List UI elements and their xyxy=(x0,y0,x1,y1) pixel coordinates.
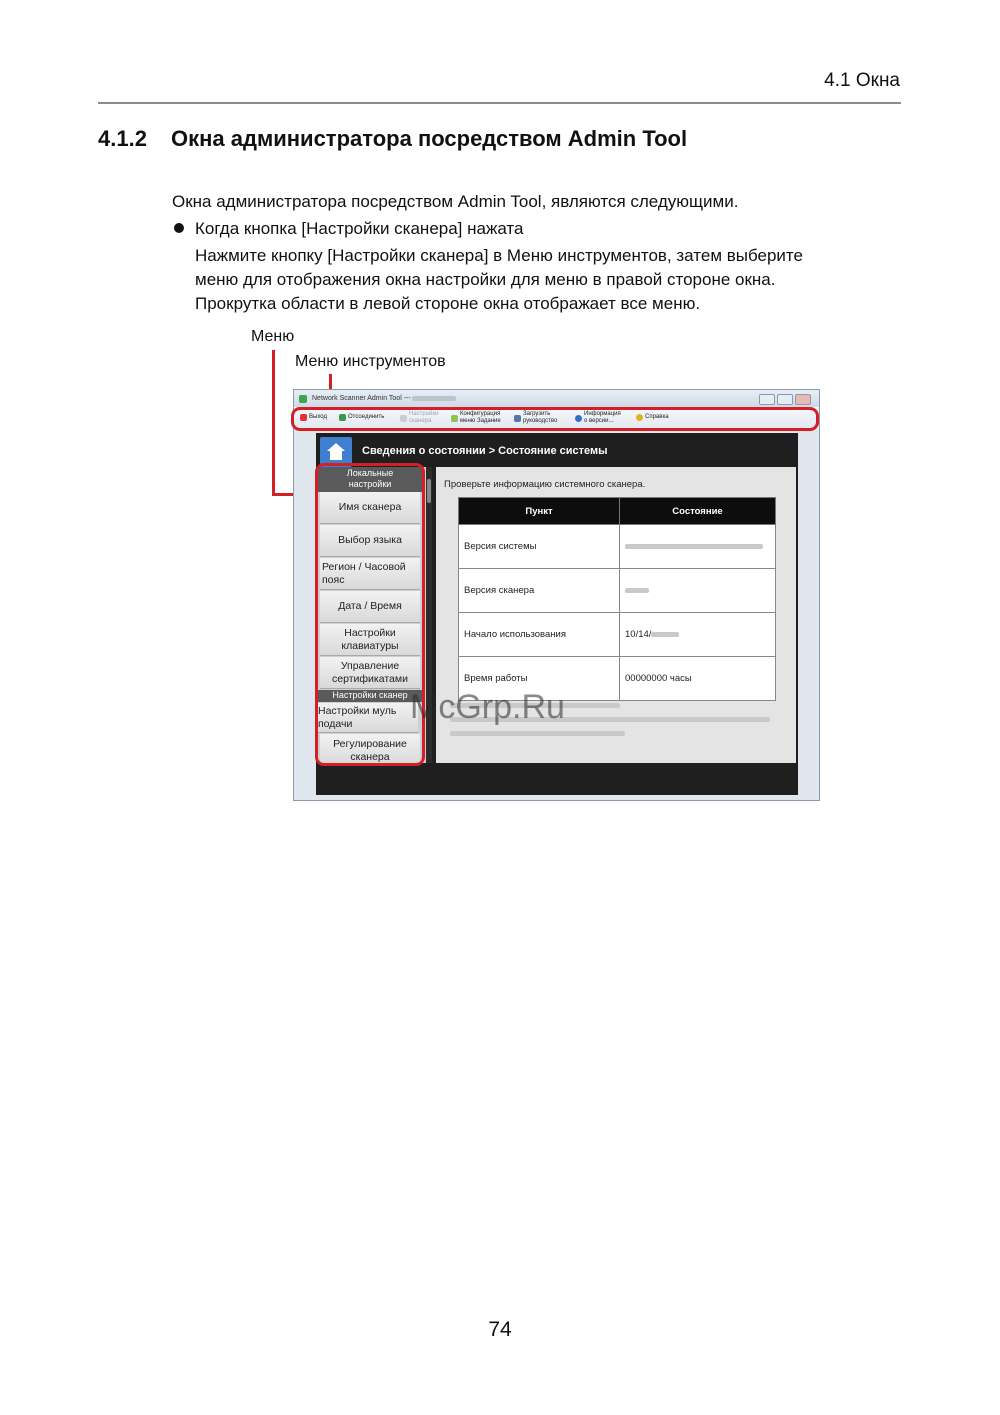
blurred-note xyxy=(450,731,625,736)
header-rule xyxy=(98,102,901,104)
cell-value xyxy=(620,569,776,613)
cell-value xyxy=(620,525,776,569)
bullet-line: Прокрутка области в левой стороне окна отображает все меню. xyxy=(195,294,701,313)
help-button[interactable]: Справка xyxy=(636,414,669,421)
column-header-state: Состояние xyxy=(620,498,776,525)
menu-item-adjust[interactable]: Регулирование сканера xyxy=(320,734,420,763)
menu-item-scanner-name[interactable]: Имя сканера xyxy=(320,492,420,524)
menu-item-datetime[interactable]: Дата / Время xyxy=(320,591,420,623)
intro-paragraph: Окна администратора посредством Admin Tool, являются следующими. xyxy=(172,192,739,211)
maximize-icon[interactable] xyxy=(777,394,793,405)
disconnect-button[interactable]: Отсоединить xyxy=(339,414,384,421)
cell-item: Версия системы xyxy=(459,525,620,569)
cell-item: Время работы xyxy=(459,657,620,701)
bullet-icon xyxy=(174,223,184,233)
section-number: 4.1.2 xyxy=(98,126,147,151)
cell-item: Начало использования xyxy=(459,613,620,657)
system-status-table xyxy=(458,497,776,701)
column-header-item: Пункт xyxy=(459,498,620,525)
minimize-icon[interactable] xyxy=(759,394,775,405)
app-page-title: Сведения о состоянии > Состояние системы xyxy=(362,445,608,457)
content-intro: Проверьте информацию системного сканера. xyxy=(444,479,646,490)
home-icon xyxy=(327,443,345,451)
table-row xyxy=(459,569,776,613)
section-title xyxy=(98,126,687,152)
exit-button[interactable]: Выход xyxy=(300,414,327,421)
bullet-body xyxy=(195,244,803,316)
page-number: 74 xyxy=(488,1318,512,1341)
bullet-line: Нажмите кнопку [Настройки сканера] в Меню инструментов, затем выберите xyxy=(195,246,803,265)
upload-manual-button[interactable]: Загрузить руководство xyxy=(514,411,557,425)
scrollbar-thumb[interactable] xyxy=(427,479,431,503)
close-icon[interactable] xyxy=(795,394,811,405)
table-row xyxy=(459,613,776,657)
cell-value: 00000000 часы xyxy=(620,657,776,701)
bullet-line: меню для отображения окна настройки для меню в правой стороне окна. xyxy=(195,270,776,289)
menu-group-scanner: Настройки сканер xyxy=(318,690,422,702)
menu-group-local: Локальные настройки xyxy=(318,467,422,492)
menu-item-language[interactable]: Выбор языка xyxy=(320,525,420,557)
window-titlebar xyxy=(294,390,819,407)
menu-item-region[interactable]: Регион / Часовой пояс xyxy=(320,558,420,590)
blurred-value xyxy=(651,632,679,637)
version-info-button[interactable]: Информация о версии... xyxy=(575,411,621,425)
window-title: Network Scanner Admin Tool --- xyxy=(312,395,411,402)
table-header-row xyxy=(459,498,776,525)
scanner-settings-button[interactable]: Настройки сканера xyxy=(400,411,438,425)
toolbar-highlight xyxy=(291,407,819,431)
table-row xyxy=(459,525,776,569)
callout-menu-line xyxy=(272,350,275,496)
cell-item: Версия сканера xyxy=(459,569,620,613)
running-header: 4.1 Окна xyxy=(824,70,900,91)
menu-item-multifeed[interactable]: Настройки муль подачи xyxy=(318,703,418,733)
job-menu-button[interactable]: Конфигурация меню Задание xyxy=(451,411,501,425)
blurred-title xyxy=(412,396,456,401)
app-icon xyxy=(299,395,307,403)
app-bottom-bar xyxy=(316,765,798,795)
menu-item-keyboard[interactable]: Настройки клавиатуры xyxy=(320,624,420,656)
watermark: McGrp.Ru xyxy=(410,688,565,726)
menu-highlight xyxy=(315,463,425,766)
cell-value: 10/14/ xyxy=(620,613,776,657)
callout-menu-label: Меню xyxy=(251,328,295,345)
bullet-heading: Когда кнопка [Настройки сканера] нажата xyxy=(195,219,524,238)
blurred-value xyxy=(625,544,763,549)
blurred-value xyxy=(625,588,649,593)
callout-toolbar-label: Меню инструментов xyxy=(295,353,446,370)
section-title-text: Окна администратора посредством Admin Tool xyxy=(171,126,688,151)
menu-item-certificates[interactable]: Управление сертификатами xyxy=(320,657,420,689)
